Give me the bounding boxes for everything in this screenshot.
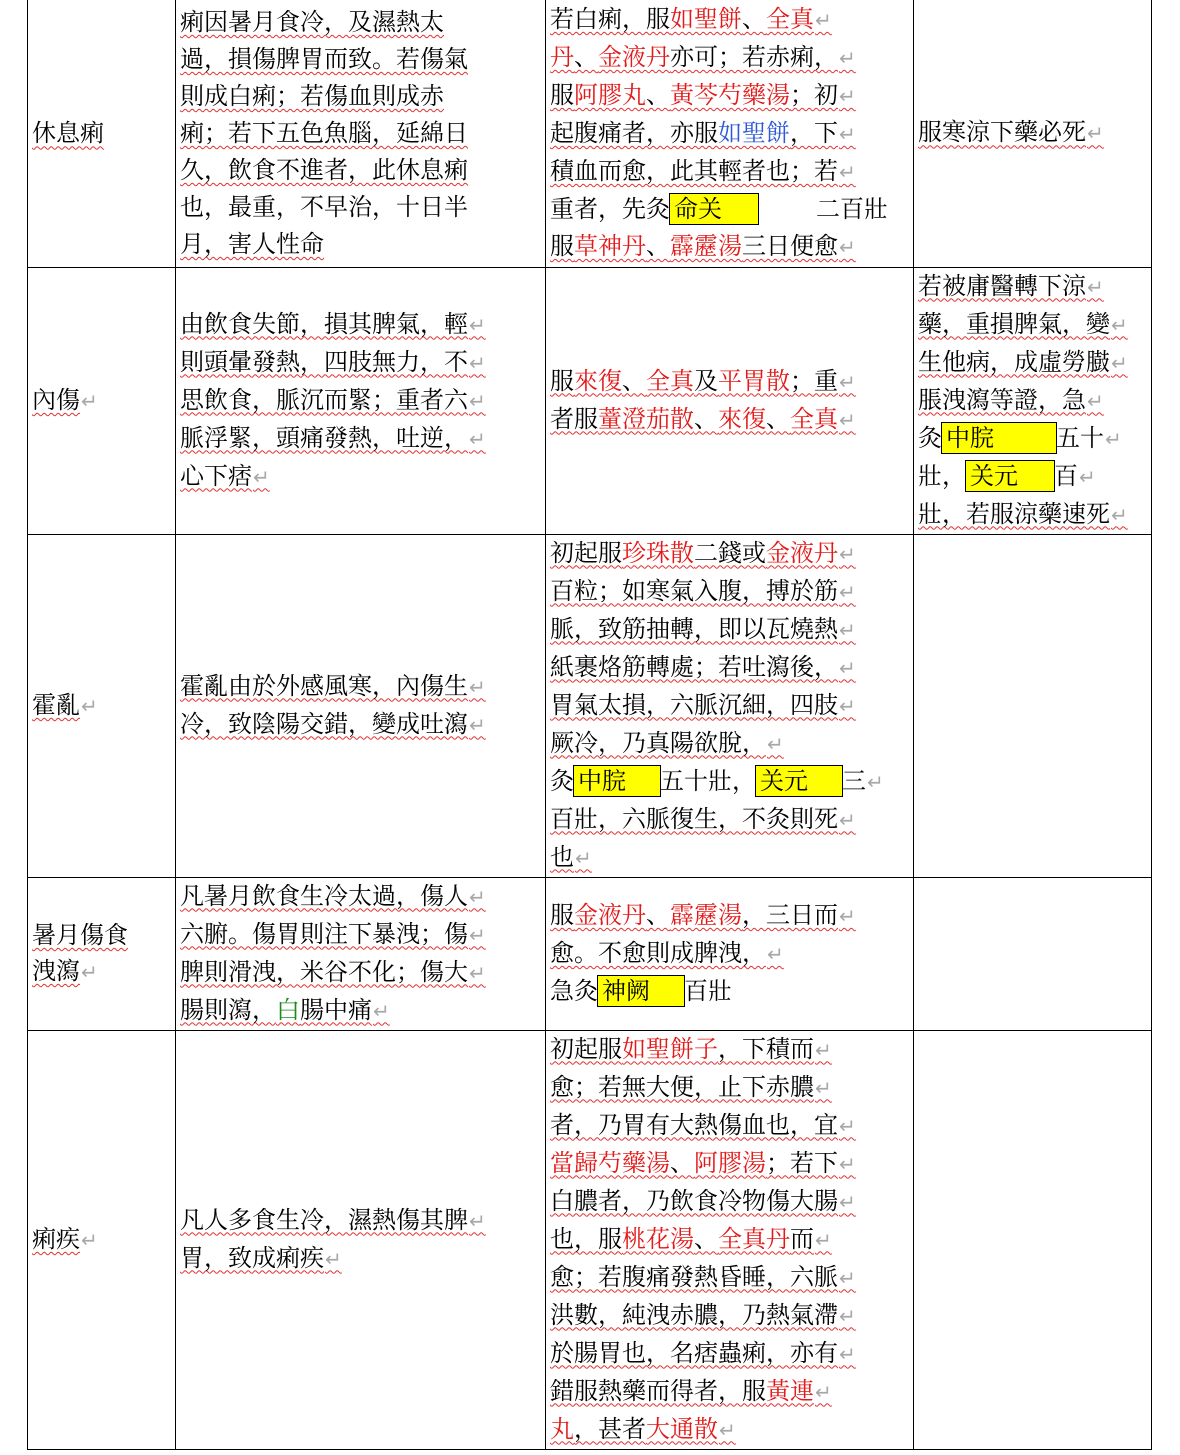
paragraph-mark-icon: ↵ [1087,121,1104,146]
paragraph-mark-icon: ↵ [839,1341,856,1366]
table-row [28,267,1152,534]
paragraph-mark-icon: ↵ [839,579,856,604]
cause-cell: 霍亂由於外感風寒，內傷生↵ 冷，致陰陽交錯，變成吐瀉↵ [176,534,546,877]
table-row [28,0,1152,267]
paragraph-mark-icon: ↵ [719,1417,736,1442]
note-cell: 若被庸醫轉下涼↵ 藥，重損脾氣，變↵ 生他病，成虛勞臌↵ 脹洩瀉等證，急↵ 灸 中脘 五十↵ 壯， 关元 百↵ 壯，若服涼藥速死↵ [914,267,1152,534]
cause-cell: 痢因暑月食冷，及濕熱太 過，損傷脾胃而致。若傷氣 則成白痢；若傷血則成赤 痢；若下五色魚腦，延綿日 久，飲食不進者，此休息痢 也，最重，不早治，十日半 月，害人性命 [176,0,546,267]
paragraph-mark-icon: ↵ [1105,426,1122,451]
paragraph-mark-icon: ↵ [839,45,856,70]
paragraph-mark-icon: ↵ [767,731,784,756]
treatment-cell: 初起服珍珠散二錢或金液丹↵ 百粒；如寒氣入腹，搏於筋↵ 脈，致筋抽轉，即以瓦燒熱↵ 紙裹烙筋轉處；若吐瀉後，↵ 胃氣太損，六脈沉細，四肢↵ 厥冷，乃真陽欲脫，↵ 灸 中脘 五十壯， 关元 三↵ 百壯，六脈復生，不灸則死↵ 也↵ [546,534,914,877]
paragraph-mark-icon: ↵ [839,234,856,259]
disease-name: 休息痢 [28,0,176,267]
paragraph-mark-icon: ↵ [253,464,270,489]
note-cell [914,534,1152,877]
table-row [28,1030,1152,1449]
medical-table [27,0,1152,1450]
disease-name: 暑月傷食 洩瀉↵ [28,877,176,1030]
paragraph-mark-icon: ↵ [469,922,486,947]
paragraph-mark-icon: ↵ [1111,312,1128,337]
paragraph-mark-icon: ↵ [815,7,832,32]
paragraph-mark-icon: ↵ [469,388,486,413]
paragraph-mark-icon: ↵ [469,312,486,337]
cause-cell: 凡暑月飲食生冷太過，傷人↵ 六腑。傷胃則注下暴洩；傷↵ 脾則滑洩，米谷不化；傷大↵ 腸則瀉，白腸中痛↵ [176,877,546,1030]
paragraph-mark-icon: ↵ [815,1075,832,1100]
paragraph-mark-icon: ↵ [839,655,856,680]
paragraph-mark-icon: ↵ [867,769,884,794]
paragraph-mark-icon: ↵ [839,1303,856,1328]
paragraph-mark-icon: ↵ [767,942,784,966]
acupoint-highlight: 中脘 [574,766,660,796]
treatment-cell: 服來復、全真及平胃散；重↵ 者服蕫澄茄散、來復、全真↵ [546,267,914,534]
paragraph-mark-icon: ↵ [839,693,856,718]
paragraph-mark-icon: ↵ [81,389,98,413]
disease-name: 霍亂↵ [28,534,176,877]
acupoint-highlight: 神阙 [598,976,684,1006]
paragraph-mark-icon: ↵ [469,1208,486,1233]
acupoint-highlight: 命关 [670,194,758,224]
treatment-cell: 若白痢，服如聖餅、全真↵ 丹、金液丹亦可；若赤痢，↵ 服阿膠丸、黃芩芍藥湯；初↵ 起腹痛者，亦服如聖餅，下↵ 積血而愈，此其輕者也；若↵ 重者，先灸 命关 二百壯 服草神丹、霹靂湯三日便愈↵ [546,0,914,267]
note-cell [914,877,1152,1030]
paragraph-mark-icon: ↵ [815,1037,832,1062]
paragraph-mark-icon: ↵ [839,159,856,184]
paragraph-mark-icon: ↵ [839,904,856,928]
paragraph-mark-icon: ↵ [839,1113,856,1138]
paragraph-mark-icon: ↵ [839,617,856,642]
cause-cell: 由飲食失節，損其脾氣，輕↵ 則頭暈發熱，四肢無力，不↵ 思飲食，脈沉而緊；重者六↵ 脈浮緊，頭痛發熱，吐逆，↵ 心下痞↵ [176,267,546,534]
paragraph-mark-icon: ↵ [1111,502,1128,527]
treatment-cell: 服金液丹、霹靂湯，三日而↵ 愈。不愈則成脾洩，↵ 急灸 神阙 百壯 [546,877,914,1030]
table-row [28,534,1152,877]
note-cell: 服寒涼下藥必死↵ [914,0,1152,267]
paragraph-mark-icon: ↵ [1087,274,1104,299]
paragraph-mark-icon: ↵ [469,426,486,451]
paragraph-mark-icon: ↵ [815,1379,832,1404]
paragraph-mark-icon: ↵ [469,960,486,985]
paragraph-mark-icon: ↵ [373,998,390,1023]
note-cell [914,1030,1152,1449]
paragraph-mark-icon: ↵ [839,121,856,146]
paragraph-mark-icon: ↵ [469,674,486,699]
table-row [28,877,1152,1030]
paragraph-mark-icon: ↵ [81,960,98,984]
disease-name: 痢疾↵ [28,1030,176,1449]
paragraph-mark-icon: ↵ [81,694,98,718]
acupoint-highlight: 关元 [966,461,1054,491]
paragraph-mark-icon: ↵ [469,350,486,375]
acupoint-highlight: 中脘 [942,423,1056,453]
paragraph-mark-icon: ↵ [575,845,592,870]
paragraph-mark-icon: ↵ [839,541,856,566]
paragraph-mark-icon: ↵ [1111,350,1128,375]
paragraph-mark-icon: ↵ [839,407,856,432]
paragraph-mark-icon: ↵ [839,83,856,108]
treatment-cell: 初起服如聖餅子，下積而↵ 愈；若無大便，止下赤膿↵ 者，乃胃有大熱傷血也，宜↵ 當歸芍藥湯、阿膠湯；若下↵ 白膿者，乃飲食冷物傷大腸↵ 也，服桃花湯、全真丹而↵ 愈；若腹痛發熱昏睡，六脈↵ 洪數，純洩赤膿，乃熱氣滯↵ 於腸胃也，名痞蟲痢，亦有↵ 錯服熱藥而得者，服黃連↵ 丸，甚者大通散↵ [546,1030,914,1449]
paragraph-mark-icon: ↵ [839,1265,856,1290]
paragraph-mark-icon: ↵ [839,1189,856,1214]
acupoint-highlight: 关元 [756,766,842,796]
paragraph-mark-icon: ↵ [469,712,486,737]
paragraph-mark-icon: ↵ [839,807,856,832]
disease-name: 內傷↵ [28,267,176,534]
cause-cell: 凡人多食生冷，濕熱傷其脾↵ 胃，致成痢疾↵ [176,1030,546,1449]
paragraph-mark-icon: ↵ [839,369,856,394]
paragraph-mark-icon: ↵ [81,1228,98,1252]
paragraph-mark-icon: ↵ [469,884,486,909]
paragraph-mark-icon: ↵ [839,1151,856,1176]
paragraph-mark-icon: ↵ [1087,388,1104,413]
paragraph-mark-icon: ↵ [1079,464,1096,489]
paragraph-mark-icon: ↵ [325,1246,342,1271]
paragraph-mark-icon: ↵ [815,1227,832,1252]
